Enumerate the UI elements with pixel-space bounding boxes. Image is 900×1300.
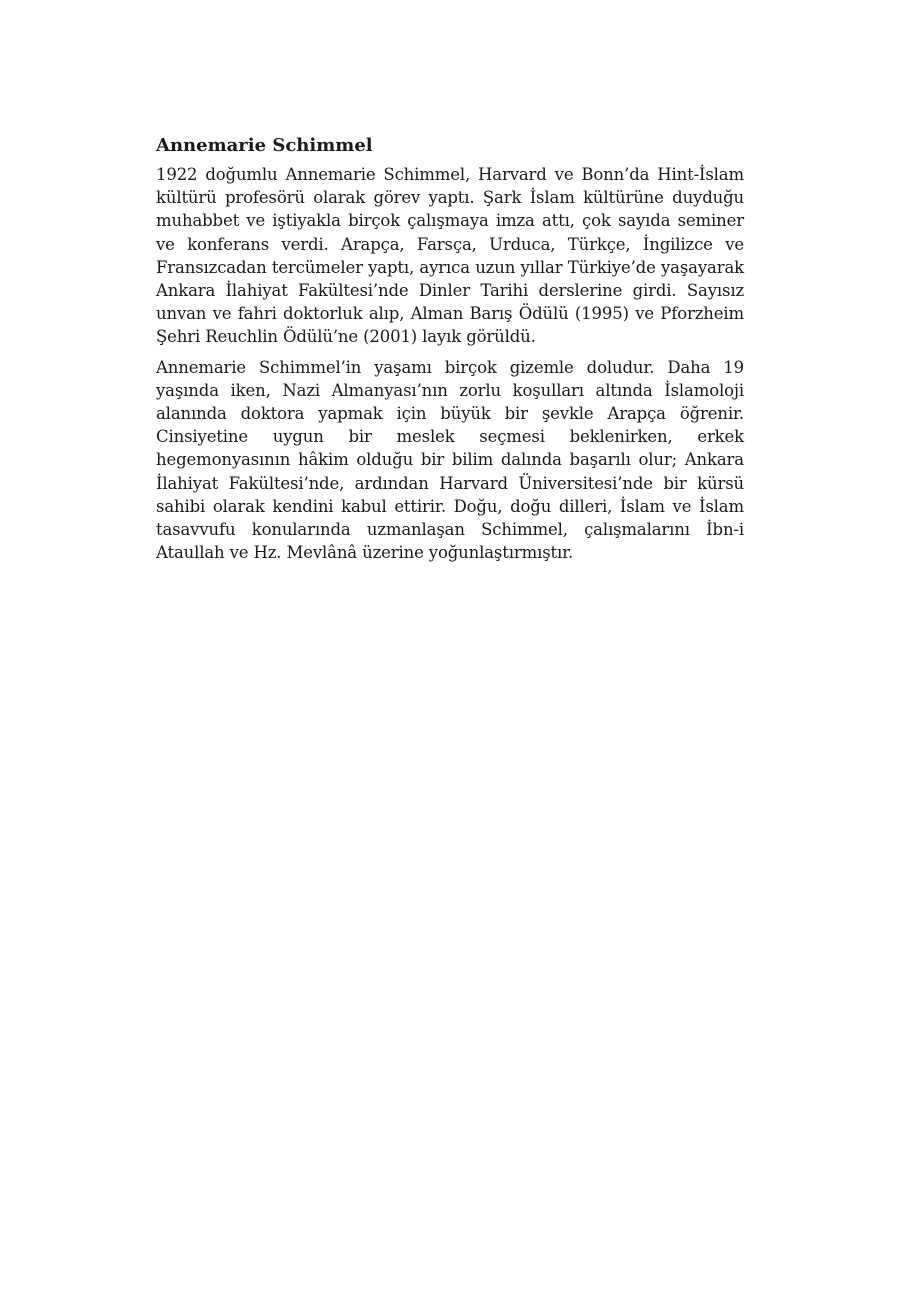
article: [156, 134, 744, 571]
paragraph-life: Annemarie Schimmel’in yaşamı birçok gizemle doludur. Daha 19 yaşında iken, Nazi Almanyası’nın zorlu koşulları altında İslamoloji alanında doktora yapmak için büyük bir şevkle Arapça öğrenir. Cinsiyetine uygun bir meslek seçmesi beklenirken, erkek hegemonyasının hâkim olduğu bir bilim dalında başarılı olur; Ankara İlahiyat Fakültesi’nde, ardından Harvard Üniversitesi’nde bir kürsü sahibi olarak kendini kabul ettirir. Doğu, doğu dilleri, İslam ve İslam tasavvufu konularında uzmanlaşan Schimmel, çalışmalarını İbn-i Ataullah ve Hz. Mevlânâ üzerine yoğunlaştırmıştır.: [156, 357, 744, 563]
paragraph-biography: 1922 doğumlu Annemarie Schimmel, Harvard ve Bonn’da Hint-İslam kültürü profesörü olarak görev yaptı. Şark İslam kültürüne duyduğu muhabbet ve iştiyakla birçok çalışmaya imza attı, çok sayıda seminer ve konferans verdi. Arapça, Farsça, Urduca, Türkçe, İngilizce ve Fransızcadan tercümeler yaptı, ayrıca uzun yıllar Türkiye’de yaşayarak Ankara İlahiyat Fakültesi’nde Dinler Tarihi derslerine girdi. Sayısız unvan ve fahri doktorluk alıp, Alman Barış Ödülü (1995) ve Pforzheim Şehri Reuchlin Ödülü’ne (2001) layık görüldü.: [156, 165, 744, 347]
article-title: Annemarie Schimmel: [156, 135, 373, 156]
